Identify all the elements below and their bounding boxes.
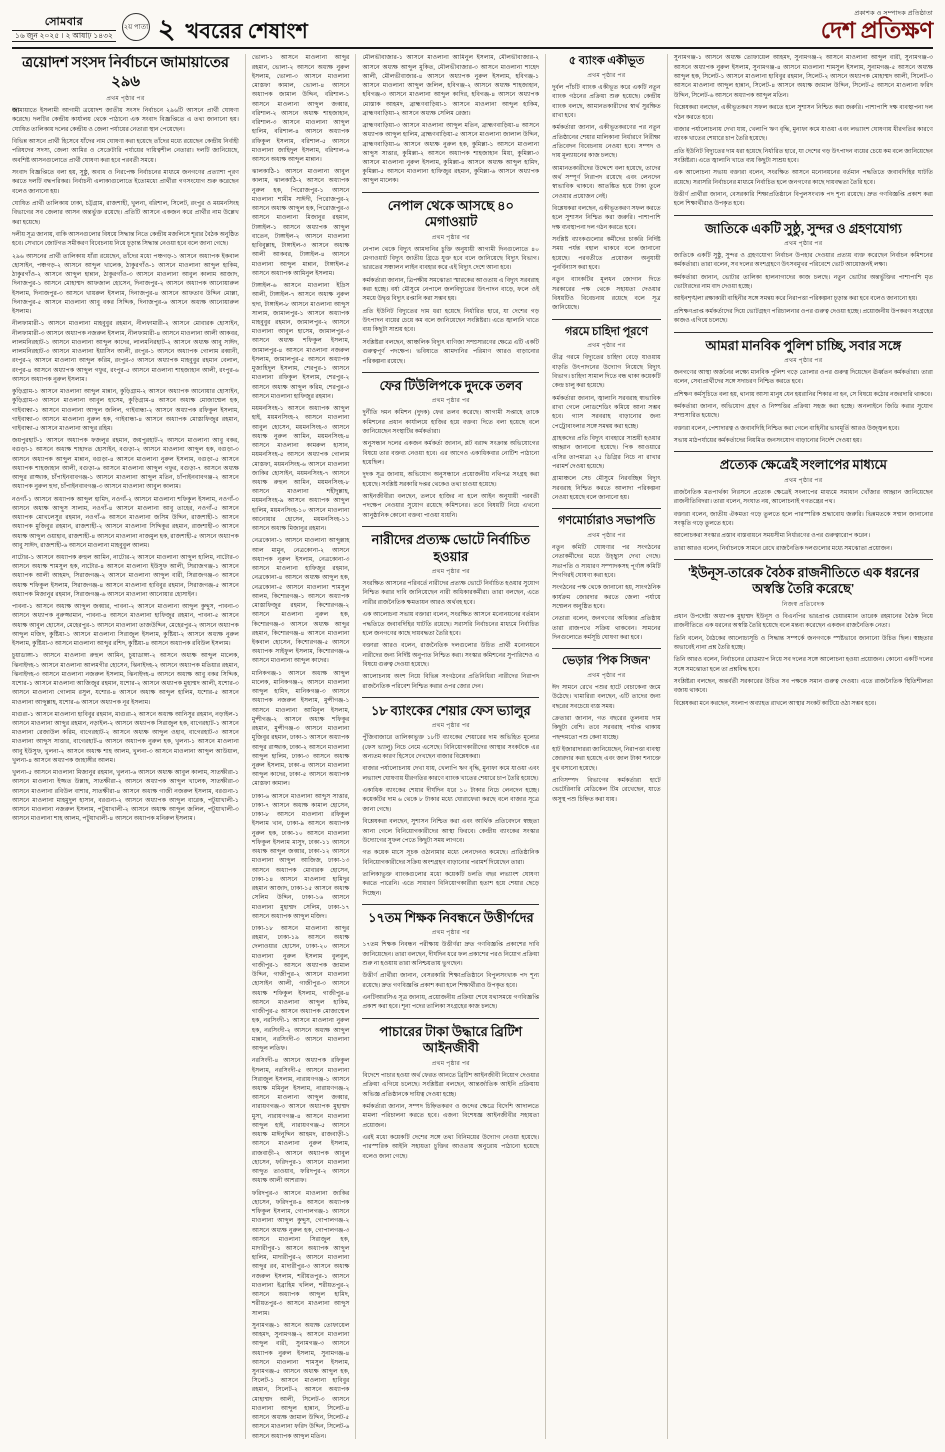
byline-bank18: প্রথম পৃষ্ঠার পর: [431, 722, 470, 730]
headline-sabhapati: গণমোর্চারাও সভাপতি: [557, 514, 656, 528]
headline-heat: গরমে চাহিদা পূরণে: [564, 324, 648, 338]
article-paragraph: সভায় মাঠপর্যায়ের কর্মকর্তাদের নিয়মিত জনসংযোগ বাড়ানোর নির্দেশ দেওয়া হয়।: [673, 438, 862, 445]
section-divider: [362, 192, 539, 193]
article-paragraph: আলোচকরা সংস্কার প্রস্তাব বাস্তবায়নে সময়সীমা নির্ধারণের ওপর গুরুত্বারোপ করেন।: [673, 533, 871, 540]
article-paragraph: বিশ্লেষকরা বলছেন, একীভূতকরণ সফল করতে হলে সুশাসন নিশ্চিত করা জরুরি। পাশাপাশি দক্ষ ব্যবস্থাপনা দল গঠন করতে হবে।: [552, 206, 661, 231]
article-paragraph: তালিকাভুক্ত ব্যাংকগুলোর মধ্যে কয়েকটি চলতি বছর লভ্যাংশ ঘোষণা করতে পারেনি। এতে সাধারণ বিনিয়োগকারীরা হতাশ হয়ে শেয়ার ছেড়ে দিচ্ছেন।: [362, 871, 540, 897]
candidate-list: পাবনা-১ আসনে অধ্যক্ষ আব্দুল জব্বার, পাবনা-২ আসনে মাওলানা আব্দুল কুদ্দুস, পাবনা-৩ আসনে অধ্যাপক নুরুজ্জামান, পাবনা-৪ আসনে মাওলানা হাফিজুর রহমান, পাবনা-৫ আসনে অধ্যক্ষ আবুল হোসেন, মেহেরপুর-১ আসনে মাওলানা তাজউদ্দিন, মেহেরপুর-২ আসনে অধ্যাপক আব্দুল মজিদ, কুষ্টিয়া-১ আসনে মাওলানা সিরাজুল ইসলাম, কুষ্টিয়া-২ আসনে অধ্যক্ষ নুরুল ইসলাম, কুষ্টিয়া-৩ আসনে মাওলানা আব্দুর রশিদ, কুষ্টিয়া-৪ আসনে অধ্যাপক রবিউল ইসলাম।: [12, 604, 239, 648]
date-label: ১৬ জুন ২০২৫ । ২ আষাঢ় ১৪৩২: [12, 30, 116, 43]
page-number: ২: [157, 14, 176, 45]
headline-bank18: ১৮ ব্যাংকের শেয়ার ফেস ভ্যালুর: [370, 702, 531, 718]
section-divider: [674, 332, 933, 333]
headline-british: পাচারের টাকা উদ্ধারে ব্রিটিশ আইনজীবী: [379, 1023, 523, 1056]
column-1: [12, 54, 246, 1439]
column-2: [246, 54, 357, 1439]
candidate-list: জয়পুরহাট-১ আসনে অধ্যাপক ফজলুর রহমান, জয়পুরহাট-২ আসনে মাওলানা আবু বকর, বগুড়া-১ আসনে অধ্যক্ষ শাহাদত হোসাইন, বগুড়া-২ আসনে মাওলানা আব্দুল হক, বগুড়া-৩ আসনে অধ্যাপক আব্দুল মান্নান, বগুড়া-৪ আসনে মাওলানা নুরুল ইসলাম, বগুড়া-৫ আসনে অধ্যাপক শাহজাহান আলী, বগুড়া-৬ আসনে মাওলানা আব্দুল গফুর, বগুড়া-৭ আসনে অধ্যক্ষ আব্দুর রাজ্জাক, চাঁপাইনবাবগঞ্জ-১ আসনে মাওলানা আব্দুল মতিন, চাঁপাইনবাবগঞ্জ-২ আসনে অধ্যাপক নুরুল হুদা, চাঁপাইনবাবগঞ্জ-৩ আসনে মাওলানা আবুল কালাম।: [12, 438, 239, 491]
candidate-list: ঢাকা-১৮ আসনে মাওলানা আব্দুর রহমান, ঢাকা-১৯ আসনে অধ্যক্ষ দেলাওয়ার হোসেন, ঢাকা-২০ আসনে মাওলানা নুরুল ইসলাম বুলবুল, গাজীপুর-১ আসনে অধ্যাপক জামাল উদ্দিন, গাজীপুর-২ আসনে মাওলানা হোসাইন আলী, গাজীপুর-৩ আসনে অধ্যক্ষ শফিকুল ইসলাম, গাজীপুর-৪ আসনে মাওলানা আব্দুল হাকিম, গাজীপুর-৫ আসনে অধ্যাপক মোজাম্মেল হক, নরসিংদী-১ আসনে মাওলানা নুরুল হক, নরসিংদী-২ আসনে অধ্যক্ষ আব্দুল মান্নান, নরসিংদী-৩ আসনে মাওলানা আব্দুল লতিফ।: [251, 926, 350, 1053]
candidate-list: চুয়াডাঙ্গা-১ আসনে মাওলানা রুহুল আমিন, চুয়াডাঙ্গা-২ আসনে অধ্যক্ষ আব্দুল মালেক, ঝিনাইদহ-১ আসনে মাওলানা আলমগীর হোসেন, ঝিনাইদহ-২ আসনে অধ্যাপক মতিয়ার রহমান, ঝিনাইদহ-৩ আসনে মাওলানা নজরুল ইসলাম, ঝিনাইদহ-৪ আসনে অধ্যক্ষ আবু বকর সিদ্দিক, যশোর-১ আসনে মাওলানা আজিজুর রহমান, যশোর-২ আসনে অধ্যাপক মুহাম্মদ আলী, যশোর-৩ আসনে মাওলানা গোলাম রসুল, যশোর-৪ আসনে অধ্যক্ষ আব্দুল হালিম, যশোর-৫ আসনে মাওলানা আব্দুল্লাহ, যশোর-৬ আসনে অধ্যাপক নূর ইসলাম।: [12, 653, 239, 706]
byline-heat: প্রথম পৃষ্ঠার পর: [587, 342, 626, 350]
article-paragraph: বিভিন্ন আসনে প্রার্থী হিসেবে যাঁদের নাম ঘোষণা করা হয়েছে তাঁদের মধ্যে রয়েছেন কেন্দ্রীয় নির্বাহী পরিষদের সদস্য, জেলা আমির ও সেক্রেটারি পর্যায়ের দায়িত্বশীল নেতারা। দলটি জানিয়েছে, অবশিষ্ট আসনগুলোতে প্রার্থী ঘোষণা করা হবে পরবর্তী সময়ে।: [12, 138, 239, 164]
article-paragraph: দলীয় সূত্র জানায়, বাকি আসনগুলোর বিষয়ে সিদ্ধান্ত নিতে কেন্দ্রীয় মজলিসে শূরার বৈঠক অনুষ্ঠিত হবে। সেখানে জোটগত সমীকরণ বিবেচনায় নিয়ে চূড়ান্ত সিদ্ধান্ত নেওয়া হবে বলে জানা গেছে।: [12, 232, 239, 248]
weekday-label: সোমবার: [44, 16, 84, 29]
section-divider: [552, 508, 661, 509]
candidate-list: ময়মনসিংহ-১ আসনে অধ্যাপক আব্দুল হাই, ময়মনসিংহ-২ আসনে মাওলানা আবুল হোসেন, ময়মনসিংহ-৩ আসনে অধ্যক্ষ নুরুল আমিন, ময়মনসিংহ-৪ আসনে মাওলানা কামরুল হাসান, ময়মনসিংহ-৫ আসনে অধ্যাপক গোলাম মোস্তফা, ময়মনসিংহ-৬ আসনে মাওলানা জাকির হোসাইন, ময়মনসিংহ-৭ আসনে অধ্যক্ষ রুহুল আমিন, ময়মনসিংহ-৮ আসনে মাওলানা শহীদুল্লাহ, ময়মনসিংহ-৯ আসনে অধ্যাপক আব্দুল হালিম, ময়মনসিংহ-১০ আসনে মাওলানা আনোয়ার হোসেন, ময়মনসিংহ-১১ আসনে অধ্যক্ষ মিজানুর রহমান।: [251, 406, 350, 533]
candidate-list: ব্রাহ্মণবাড়িয়া-৩ আসনে মাওলানা আব্দুল মতিন, ব্রাহ্মণবাড়িয়া-৪ আসনে অধ্যাপক আব্দুল হালিম, ব্রাহ্মণবাড়িয়া-৫ আসনে মাওলানা জালাল উদ্দিন, ব্রাহ্মণবাড়িয়া-৬ আসনে অধ্যক্ষ নুরুল হক, কুমিল্লা-১ আসনে মাওলানা আব্দুস সাত্তার, কুমিল্লা-২ আসনে অধ্যাপক শাহজাহান মিয়া, কুমিল্লা-৩ আসনে মাওলানা নুরুল ইসলাম, কুমিল্লা-৪ আসনে অধ্যক্ষ আব্দুল হামিদ, কুমিল্লা-৫ আসনে মাওলানা হাফিজুর রহমান, কুমিল্লা-৬ আসনে অধ্যাপক আব্দুল মালেক।: [362, 123, 540, 185]
page-seal-icon: ২য় পাতা: [122, 13, 150, 41]
column-container: [12, 54, 933, 1439]
article-paragraph: কর্মকর্তারা জানান, সম্পদ চিহ্নিতকরণ ও জব্দের ক্ষেত্রে বিদেশি আদালতে মামলা পরিচালনা করতে হবে। এজন্য বিশেষজ্ঞ আইনজীবীর সহায়তা প্রয়োজন।: [362, 1103, 540, 1129]
article-paragraph: দুর্নীতি দমন কমিশন (দুদক) ফের তলব করেছে। আগামী সপ্তাহে তাকে কমিশনের প্রধান কার্যালয়ে হাজির হয়ে বক্তব্য দিতে বলা হয়েছে বলে জানিয়েছেন সংস্থাটির কর্মকর্তারা।: [362, 410, 540, 436]
article-paragraph: পুঁজিবাজারে তালিকাভুক্ত ১৮টি ব্যাংকের শেয়ারের দাম অভিহিত মূল্যের (ফেস ভ্যালু) নিচে নেমে এসেছে। বিনিয়োগকারীদের আস্থার সংকটকে এর অন্যতম কারণ হিসেবে দেখছেন বাজার বিশ্লেষকরা।: [362, 735, 540, 761]
article-paragraph: ঈদ সামনে রেখে পশুর হাটে বেচাকেনা জমে উঠেছে। খামারিরা বলছেন, এটি তাদের জন্য বছরের সবচেয়ে ব্যস্ত সময়।: [552, 684, 661, 710]
article-paragraph: তিনি বলেন, বৈঠকের আলোচ্যসূচি ও সিদ্ধান্ত সম্পর্কে জনগণকে স্পষ্টভাবে জানানো উচিত ছিল। স্বচ্ছতার অভাবেই নানা প্রশ্ন তৈরি হচ্ছে।: [673, 635, 933, 651]
candidate-list: মাগুরা-১ আসনে মাওলানা হাবিবুর রহমান, মাগুরা-২ আসনে অধ্যক্ষ আনিসুর রহমান, নড়াইল-১ আসনে মাওলানা আব্দুর রহমান, নড়াইল-২ আসনে অধ্যাপক সিরাজুল হক, বাগেরহাট-১ আসনে মাওলানা রেজাউল করিম, বাগেরহাট-২ আসনে অধ্যক্ষ আব্দুল ওহাব, বাগেরহাট-৩ আসনে মাওলানা আব্দুস সাত্তার, বাগেরহাট-৪ আসনে অধ্যাপক নুরুল হক, খুলনা-১ আসনে মাওলানা আবু ইউসুফ, খুলনা-২ আসনে অধ্যক্ষ শাহ আলম, খুলনা-৩ আসনে মাওলানা আব্দুল আউয়াল, খুলনা-৪ আসনে অধ্যাপক জাহাঙ্গীর আলম।: [12, 711, 239, 764]
section-divider: [362, 372, 539, 373]
article-paragraph: এরই মধ্যে কয়েকটি দেশের সঙ্গে তথ্য বিনিময়ের উদ্যোগ নেওয়া হয়েছে। পারস্পরিক আইনি সহায়তা চুক্তির আওতায় অনুরোধ পাঠানো হয়েছে বলেও জানা গেছে।: [362, 1134, 540, 1160]
article-paragraph: গ্রামাঞ্চলে সেচ মৌসুমে নিরবচ্ছিন্ন বিদ্যুৎ সরবরাহ নিশ্চিত করতে আলাদা পরিকল্পনা নেওয়া হয়েছে বলে জানানো হয়।: [552, 476, 661, 502]
article-paragraph: নতুন কমিটি ঘোষণার পর সংগঠনের নেতাকর্মীদের মধ্যে উচ্ছ্বাস দেখা গেছে। সভাপতি ও সাধারণ সম্পাদকসহ পূর্ণাঙ্গ কমিটি শিগগিরই ঘোষণা করা হবে।: [552, 544, 661, 579]
column-5: [668, 54, 933, 1439]
candidate-list: সুনামগঞ্জ-১ আসনে অধ্যক্ষ তোফায়েল আহমদ, সুনামগঞ্জ-২ আসনে মাওলানা আব্দুল বারী, সুনামগঞ্জ-৩ আসনে অধ্যাপক নুরুল ইসলাম, সুনামগঞ্জ-৪ আসনে মাওলানা শামসুল ইসলাম, সুনামগঞ্জ-৫ আসনে অধ্যক্ষ আব্দুল হক, সিলেট-১ আসনে মাওলানা হাবিবুর রহমান, সিলেট-২ আসনে অধ্যাপক মোহাম্মদ আলী, সিলেট-৩ আসনে মাওলানা আব্দুল হান্নান, সিলেট-৪ আসনে অধ্যক্ষ জামাল উদ্দিন, সিলেট-৫ আসনে মাওলানা ফরিদ উদ্দিন, সিলেট-৬ আসনে অধ্যাপক আব্দুল মতিন।: [251, 1322, 350, 1440]
masthead-kicker: প্রকাশক ও সম্পাদক প্রতিষ্ঠাতা: [854, 10, 933, 17]
section-divider: [362, 904, 539, 905]
dateline-block: [12, 16, 116, 43]
article-paragraph: প্রতি ইউনিট বিদ্যুতের দাম ধরা হয়েছে নির্ধারিত হারে, যা দেশের গড় উৎপাদন ব্যয়ের চেয়ে কম বলে জানিয়েছেন সংশ্লিষ্টরা। এতে জ্বালানি খাতে ব্যয় কিছুটা সাশ্রয় হবে।: [362, 308, 540, 334]
article-paragraph: সংশ্লিষ্টরা বলছেন, আঞ্চলিক বিদ্যুৎ বাণিজ্য সম্প্রসারণের ক্ষেত্রে এটি একটি গুরুত্বপূর্ণ পদক্ষেপ। ভবিষ্যতে আমদানির পরিমাণ আরও বাড়ানোর পরিকল্পনা রয়েছে।: [362, 339, 540, 365]
article-paragraph: এক আলোচনা সভায় বক্তারা বলেন, সংরক্ষিত আসনে মনোনয়নের বর্তমান পদ্ধতিতে জবাবদিহির ঘাটতি রয়েছে। সরাসরি নির্বাচনের মাধ্যমে নির্বাচিত হলে জনগণের কাছে দায়বদ্ধতা তৈরি হবে।: [362, 612, 540, 637]
article-paragraph: ক্রেতারা জানান, গত বছরের তুলনায় দাম কিছুটা বেশি। তবে সরবরাহ পর্যাপ্ত থাকায় পছন্দমতো পশু কেনা যাচ্ছে।: [552, 715, 661, 741]
article-paragraph: বাজার পর্যালোচনায় দেখা যায়, খেলাপি ঋণ বৃদ্ধি, মুনাফা কমে যাওয়া এবং লভ্যাংশ ঘোষণায় ধীরগতির কারণে ব্যাংক খাতের শেয়ারে চাপ তৈরি হয়েছে।: [362, 766, 540, 782]
headline-quote: 'ইউনূস-তারেক বৈঠক রাজনীতিতে এক ধরনের অস্বস্তি তৈরি করেছে': [687, 564, 920, 597]
article-paragraph: নতুন ব্যাংকটির মূলধন জোগান দিতে সরকারের পক্ষ থেকে সহায়তা দেওয়ার বিষয়টিও বিবেচনায় রয়েছে বলে সূত্র জানিয়েছে।: [552, 277, 661, 312]
article-paragraph: একাধিক ব্যাংকের শেয়ার দীর্ঘদিন ধরে ১০ টাকার নিচে লেনদেন হচ্ছে। কয়েকটির দাম ৬ থেকে ৮ টাকার মধ্যে ঘোরাফেরা করছে বলে বাজার সূত্রে জানা গেছে।: [362, 788, 540, 813]
section-divider: [362, 1018, 539, 1019]
section-title: খবরের শেষাংশ: [185, 19, 308, 44]
byline-jamaat: প্রথম পৃষ্ঠার পর: [106, 94, 145, 102]
article-paragraph: নেপাল থেকে বিদ্যুৎ আমদানির চুক্তি অনুযায়ী আগামী দিনগুলোতে ৪০ মেগাওয়াট বিদ্যুৎ জাতীয় গ্রিডে যুক্ত হবে বলে জানিয়েছে বিদ্যুৎ বিভাগ। ভারতের সঞ্চালন লাইন ব্যবহার করে এই বিদ্যুৎ দেশে আনা হবে।: [362, 246, 540, 272]
article-paragraph: সুনামগঞ্জ-১ আসনে অধ্যক্ষ তোফায়েল আহমদ, সুনামগঞ্জ-২ আসনে মাওলানা আব্দুল বারী, সুনামগঞ্জ-৩ আসনে অধ্যাপক নুরুল ইসলাম, সুনামগঞ্জ-৪ আসনে মাওলানা শামসুল ইসলাম, সুনামগঞ্জ-৫ আসনে অধ্যক্ষ আব্দুল হক, সিলেট-১ আসনে মাওলানা হাবিবুর রহমান, সিলেট-২ আসনে অধ্যাপক মোহাম্মদ আলী, সিলেট-৩ আসনে মাওলানা আব্দুল হান্নান, সিলেট-৪ আসনে অধ্যক্ষ জামাল উদ্দিন, সিলেট-৫ আসনে মাওলানা ফরিদ উদ্দিন, সিলেট-৬ আসনে অধ্যাপক আব্দুল মতিন।: [673, 55, 933, 99]
section-divider: [362, 697, 539, 698]
article-paragraph: আইনশৃঙ্খলা রক্ষাকারী বাহিনীর সঙ্গে সমন্বয় করে নিরাপত্তা পরিকল্পনা চূড়ান্ত করা হবে বলেও জানানো হয়।: [673, 296, 918, 303]
byline-jatike: প্রথম পৃষ্ঠার পর: [784, 240, 823, 248]
article-paragraph: ১৭তম শিক্ষক নিবন্ধন পরীক্ষায় উত্তীর্ণরা দ্রুত গণবিজ্ঞপ্তি প্রকাশের দাবি জানিয়েছেন। তারা বলছেন, দীর্ঘদিন ধরে ফল প্রকাশের পরও নিয়োগ প্রক্রিয়া শুরু না হওয়ায় তারা অনিশ্চয়তায় ভুগছেন।: [362, 942, 540, 968]
article-paragraph: তিনি আরও বলেন, নির্বাচনের রোডম্যাপ নিয়ে সব দলের সঙ্গে আলোচনা হওয়া প্রয়োজন। কোনো একটি দলের সঙ্গে সমঝোতা হলে তা প্রশ্নবিদ্ধ হবে।: [673, 657, 933, 673]
headline-merged-banks: ৫ ব্যাংক একীভূত: [568, 54, 645, 68]
article-paragraph: বক্তারা আরও বলেন, রাজনৈতিক দলগুলোর উচিত প্রার্থী মনোনয়নে নারীদের জন্য নির্দিষ্ট অনুপাত নিশ্চিত করা। সংস্কার কমিশনের সুপারিশেও এ বিষয়ে গুরুত্ব দেওয়া হয়েছে।: [362, 643, 540, 668]
article-paragraph: বিশ্লেষকরা বলছেন, সুশাসন নিশ্চিত করা এবং আর্থিক প্রতিবেদনে স্বচ্ছতা আনা গেলে বিনিয়োগকারীদের আস্থা ফিরবে। কেন্দ্রীয় ব্যাংকের সংস্কার উদ্যোগের সুফল পেতে কিছুটা সময় লাগবে।: [362, 819, 540, 844]
candidate-list: ভোলা-১ আসনে মাওলানা আব্দুর রহমান, ভোলা-২ আসনে অধ্যক্ষ নুরুল ইসলাম, ভোলা-৩ আসনে মাওলানা মোস্তফা কামাল, ভোলা-৪ আসনে অধ্যাপক জামাল উদ্দিন, বরিশাল-১ আসনে মাওলানা আব্দুল জব্বার, বরিশাল-২ আসনে অধ্যক্ষ শাহজাহান, বরিশাল-৩ আসনে মাওলানা আব্দুল হালিম, বরিশাল-৪ আসনে অধ্যাপক রফিকুল ইসলাম, বরিশাল-৫ আসনে মাওলানা জাহিদুল ইসলাম, বরিশাল-৬ আসনে অধ্যক্ষ আব্দুল মান্নান।: [251, 55, 350, 164]
headline-nepal: নেপাল থেকে আসছে ৪০ মেগাওয়াট: [387, 197, 514, 230]
article-paragraph: সংরক্ষিত আসনের পরিবর্তে নারীদের প্রত্যক্ষ ভোটে নির্বাচিত হওয়ার সুযোগ নিশ্চিত করার দাবি জানিয়েছেন নারী অধিকারকর্মীরা। তারা বলছেন, এতে নারীর রাজনৈতিক ক্ষমতায়ন আরও অর্থবহ হবে।: [362, 581, 540, 606]
candidate-list: ফরিদপুর-৩ আসনে মাওলানা জাকির হোসেন, ফরিদপুর-৪ আসনে অধ্যাপক শফিকুল ইসলাম, গোপালগঞ্জ-১ আসনে মাওলানা আব্দুল কুদ্দুস, গোপালগঞ্জ-২ আসনে অধ্যক্ষ নুরুল হক, গোপালগঞ্জ-৩ আসনে মাওলানা সিরাজুল হক, মাদারীপুর-১ আসনে অধ্যাপক আব্দুল হালিম, মাদারীপুর-২ আসনে মাওলানা আব্দুর রব, মাদারীপুর-৩ আসনে অধ্যক্ষ নজরুল ইসলাম, শরীয়তপুর-১ আসনে মাওলানা ইব্রাহিম খলিল, শরীয়তপুর-২ আসনে অধ্যাপক আব্দুল হামিদ, শরীয়তপুর-৩ আসনে মাওলানা আব্দুস সালাম।: [251, 1190, 350, 1317]
article-paragraph: বক্তারা বলেন, জাতীয় ঐকমত্য গড়ে তুলতে হলে পারস্পরিক শ্রদ্ধাবোধ জরুরি। ভিন্নমতকে সম্মান জানানোর সংস্কৃতি গড়ে তুলতে হবে।: [673, 511, 933, 527]
byline-dialogue: প্রথম পৃষ্ঠার পর: [784, 476, 823, 484]
article-paragraph: সংগঠনের পক্ষ থেকে জানানো হয়, সাংগঠনিক কার্যক্রম জোরদার করতে জেলা পর্যায়ে সম্মেলন অনুষ্ঠিত হবে।: [552, 585, 661, 611]
article-paragraph: সংবাদ বিজ্ঞপ্তিতে বলা হয়, সুষ্ঠু, অবাধ ও নিরপেক্ষ নির্বাচনের মাধ্যমে জনগণের প্রত্যাশা পূরণ করতে দলটি বদ্ধপরিকর। নির্বাচনী এলাকাগুলোতে ইতোমধ্যে প্রার্থীরা গণসংযোগ শুরু করেছেন বলেও জানানো হয়।: [12, 170, 239, 195]
byline-british: প্রথম পৃষ্ঠার পর: [431, 1059, 470, 1067]
byline-quote: নিজস্ব প্রতিবেদক: [782, 600, 825, 608]
newspaper-logo: দেশ প্রতিক্ষণ: [820, 18, 933, 44]
section-divider: [674, 451, 933, 452]
article-paragraph: জনগণের আস্থা অর্জনের লক্ষ্যে মানবিক পুলিশ গড়ে তোলার ওপর গুরুত্ব দিয়েছেন ঊর্ধ্বতন কর্মকর্তারা। তারা বলেন, সেবাপ্রার্থীদের সঙ্গে সদাচরণ নিশ্চিত করতে হবে।: [673, 370, 933, 386]
article-paragraph: কর্মকর্তারা জানান, অভিযোগ গ্রহণ ও নিষ্পত্তির প্রক্রিয়া সহজ করা হচ্ছে। অনলাইনে জিডি করার সুযোগ সম্প্রসারিত হয়েছে।: [673, 404, 933, 420]
article-paragraph: এনটিআরসিএ সূত্র জানায়, প্রয়োজনীয় প্রক্রিয়া শেষে যথাসময়ে গণবিজ্ঞপ্তি প্রকাশ করা হবে। শূন্য পদের তালিকা সংগ্রহের কাজ চলছে।: [362, 995, 540, 1011]
article-paragraph: তীব্র গরমে বিদ্যুতের চাহিদা বেড়ে যাওয়ায় বাড়তি উৎপাদনের উদ্যোগ নিয়েছে বিদ্যুৎ বিভাগ। চাহিদা সামাল দিতে বন্ধ থাকা কয়েকটি কেন্দ্র চালু করা হয়েছে।: [552, 355, 661, 390]
candidate-list: নাটোর-১ আসনে অধ্যাপক রুহুল আমিন, নাটোর-২ আসনে মাওলানা আব্দুল হালিম, নাটোর-৩ আসনে অধ্যক্ষ শামসুল হক, নাটোর-৪ আসনে মাওলানা ইউসুফ আলী, সিরাজগঞ্জ-১ আসনে অধ্যাপক আলী আহমদ, সিরাজগঞ্জ-২ আসনে মাওলানা আব্দুল বারী, সিরাজগঞ্জ-৩ আসনে অধ্যক্ষ শফিকুল ইসলাম, সিরাজগঞ্জ-৪ আসনে মাওলানা হাবিবুর রহমান, সিরাজগঞ্জ-৫ আসনে অধ্যাপক মিজানুর রহমান, সিরাজগঞ্জ-৬ আসনে মাওলানা আনোয়ার হোসাইন।: [12, 555, 239, 598]
headline-peak-season: ভেড়ার 'পিক সিজন': [562, 654, 651, 668]
byline-nepal: প্রথম পৃষ্ঠার পর: [431, 233, 470, 241]
article-paragraph: আইনজীবীরা বলছেন, তলবে হাজির না হলে আইন অনুযায়ী পরবর্তী পদক্ষেপ নেওয়ার সুযোগ রয়েছে কমিশনের। তবে বিষয়টি নিয়ে এখনো আনুষ্ঠানিক কোনো বক্তব্য পাওয়া যায়নি।: [362, 494, 540, 519]
section-divider: [552, 648, 661, 649]
article-paragraph: প্রশিক্ষণপ্রাপ্ত কর্মকর্তাদের দিয়ে ভোটগ্রহণ পরিচালনার ওপর গুরুত্ব দেওয়া হচ্ছে। প্রয়োজনীয় উপকরণ সংগ্রহের কাজও এগিয়ে চলেছে।: [673, 308, 933, 325]
article-paragraph: বিশ্লেষকরা মনে করছেন, সংলাপ অব্যাহত রাখলে আস্থার সংকট কাটিয়ে ওঠা সম্ভব হবে।: [673, 700, 877, 707]
article-paragraph: গ্রাহকদের প্রতি বিদ্যুৎ ব্যবহারে সাশ্রয়ী হওয়ার আহ্বান জানানো হয়েছে। পিক আওয়ারে এসির তাপমাত্রা ২৫ ডিগ্রির নিচে না রাখার পরামর্শ দেওয়া হয়েছে।: [552, 436, 661, 471]
section-divider: [674, 215, 933, 216]
byline-merged-banks: প্রথম পৃষ্ঠার পর: [587, 71, 626, 79]
article-paragraph: নেতারা বলেন, জনগণের অধিকার প্রতিষ্ঠায় তারা রাজপথে সক্রিয় থাকবেন। সামনের দিনগুলোতে কর্মসূচি ঘোষণা করা হবে।: [552, 616, 661, 642]
candidate-list: ২৯৬ আসনের প্রার্থী তালিকায় যাঁরা রয়েছেন, তাঁদের মধ্যে পঞ্চগড়-১ আসনে অধ্যাপক ইকবাল হোসাইন, পঞ্চগড়-২ আসনে আব্দুল খালেক, ঠাকুরগাঁও-১ আসনে মাওলানা আব্দুল হাকিম, ঠাকুরগাঁও-২ আসনে আব্দুল হান্নান, ঠাকুরগাঁও-৩ আসনে মাওলানা আবুল কালাম আজাদ, দিনাজপুর-১ আসনে মোহাম্মদ আফজাল হোসেন, দিনাজপুর-২ আসনে অধ্যাপক আনোয়ারুল ইসলাম, দিনাজপুর-৩ আসনে খায়রুল ইসলাম, দিনাজপুর-৪ আসনে আফতাব উদ্দিন মোল্লা, দিনাজপুর-৫ আসনে মাওলানা আবু বকর সিদ্দিক, দিনাজপুর-৬ আসনে অধ্যক্ষ আনোয়ারুল ইসলাম।: [12, 253, 239, 316]
article-paragraph: কর্মকর্তারা জানান, ত্রিপক্ষীয় সমঝোতা স্মারকের আওতায় এ বিদ্যুৎ সরবরাহ করা হচ্ছে। বর্ষা মৌসুমে নেপালে জলবিদ্যুতের উৎপাদন বাড়ে, ফলে ওই সময়ে উদ্বৃত্ত বিদ্যুৎ রপ্তানি করা সম্ভব হয়।: [362, 277, 540, 303]
candidate-list: ঝালকাঠি-১ আসনে মাওলানা আবুল কালাম, ঝালকাঠি-২ আসনে অধ্যাপক নুরুল হক, পিরোজপুর-১ আসনে মাওলানা শামীম সাঈদী, পিরোজপুর-২ আসনে অধ্যক্ষ আব্দুল হক, পিরোজপুর-৩ আসনে মাওলানা মিজানুর রহমান, টাঙ্গাইল-১ আসনে অধ্যাপক আব্দুল বাতেন, টাঙ্গাইল-২ আসনে মাওলানা হাবিবুল্লাহ, টাঙ্গাইল-৩ আসনে অধ্যক্ষ আলী আকবর, টাঙ্গাইল-৪ আসনে মাওলানা আব্দুল মান্নান, টাঙ্গাইল-৫ আসনে অধ্যাপক আমিনুল ইসলাম।: [251, 169, 350, 277]
candidate-list: মৌলভীবাজার-১ আসনে মাওলানা আমিনুল ইসলাম, মৌলভীবাজার-২ আসনে অধ্যক্ষ আব্দুল মুকিত, মৌলভীবাজার-৩ আসনে মাওলানা শাহেদ আলী, মৌলভীবাজার-৪ আসনে অধ্যাপক নুরুল ইসলাম, হবিগঞ্জ-১ আসনে মাওলানা আব্দুল জলিল, হবিগঞ্জ-২ আসনে অধ্যক্ষ শাহজাহান, হবিগঞ্জ-৩ আসনে মাওলানা আব্দুল কাদির, হবিগঞ্জ-৪ আসনে অধ্যাপক মোস্তাক আহমদ, ব্রাহ্মণবাড়িয়া-১ আসনে মাওলানা আব্দুল হাকিম, ব্রাহ্মণবাড়িয়া-২ আসনে অধ্যক্ষ সেলিম রেজা।: [362, 55, 540, 117]
byline-teacher: প্রথম পৃষ্ঠার পর: [431, 929, 470, 937]
article-paragraph: কর্মকর্তারা জানান, জ্বালানি সরবরাহ স্বাভাবিক রাখা গেলে লোডশেডিং কমিয়ে আনা সম্ভব হবে। গ্যাস সরবরাহ বাড়ানোর জন্য পেট্রোবাংলার সঙ্গে সমন্বয় করা হচ্ছে।: [552, 395, 661, 430]
byline-sabhapati: প্রথম পৃষ্ঠার পর: [587, 531, 626, 539]
headline-dialogue: প্রত্যেক ক্ষেত্রেই সংলাপের মাধ্যমে: [719, 457, 887, 473]
article-paragraph: তারা আরও বলেন, নির্বাচনকে সামনে রেখে রাজনৈতিক দলগুলোর মধ্যে সমঝোতা প্রয়োজন।: [673, 545, 893, 552]
article-paragraph: বিদেশে পাচার হওয়া অর্থ ফেরত আনতে ব্রিটিশ আইনজীবী নিয়োগ দেওয়ার প্রক্রিয়া এগিয়ে চলেছে। সংশ্লিষ্টরা বলছেন, আন্তর্জাতিক আইনি প্রক্রিয়ায় অভিজ্ঞ প্রতিষ্ঠানকে দায়িত্ব দেওয়া হচ্ছে।: [362, 1072, 540, 1098]
candidate-list: খুলনা-৫ আসনে মাওলানা মিজানুর রহমান, খুলনা-৬ আসনে অধ্যক্ষ আবুল কালাম, সাতক্ষীরা-১ আসনে মাওলানা ইজ্জত উল্লাহ, সাতক্ষীরা-২ আসনে অধ্যাপক আব্দুল খালেক, সাতক্ষীরা-৩ আসনে মাওলানা রবিউল বাশার, সাতক্ষীরা-৪ আসনে অধ্যক্ষ গাজী নজরুল ইসলাম, বরগুনা-১ আসনে মাওলানা মাহমুদুল হাসান, বরগুনা-২ আসনে অধ্যাপক আব্দুল বারেক, পটুয়াখালী-১ আসনে মাওলানা নজরুল ইসলাম, পটুয়াখালী-২ আসনে অধ্যক্ষ আব্দুল জলিল, পটুয়াখালী-৩ আসনে মাওলানা শাহ আলম, পটুয়াখালী-৪ আসনে অধ্যাপক মনিরুল ইসলাম।: [12, 770, 239, 823]
article-paragraph: উত্তীর্ণ প্রার্থীরা জানান, বেসরকারি শিক্ষাপ্রতিষ্ঠানে বিপুলসংখ্যক পদ শূন্য রয়েছে। দ্রুত গণবিজ্ঞপ্তি প্রকাশ করা হলে শিক্ষার্থীরাও উপকৃত হবে।: [673, 191, 933, 208]
headline-women: নারীদের প্রত্যক্ষ ভোটে নির্বাচিত হওয়ার: [371, 532, 530, 564]
article-paragraph: বাজার পর্যালোচনায় দেখা যায়, খেলাপি ঋণ বৃদ্ধি, মুনাফা কমে যাওয়া এবং লভ্যাংশ ঘোষণায় ধীরগতির কারণে ব্যাংক খাতের শেয়ারে চাপ তৈরি হয়েছে।: [673, 126, 933, 143]
candidate-list: টাঙ্গাইল-৬ আসনে মাওলানা ইদ্রিস আলী, টাঙ্গাইল-৭ আসনে অধ্যক্ষ নুরুল হুদা, টাঙ্গাইল-৮ আসনে মাওলানা আব্দুস সালাম, জামালপুর-১ আসনে অধ্যাপক মাহবুবুর রহমান, জামালপুর-২ আসনে মাওলানা আবুল হাসেম, জামালপুর-৩ আসনে অধ্যক্ষ শফিকুল ইসলাম, জামালপুর-৪ আসনে মাওলানা নজরুল ইসলাম, জামালপুর-৫ আসনে অধ্যাপক মুজাহিদুল ইসলাম, শেরপুর-১ আসনে মাওলানা রফিকুল ইসলাম, শেরপুর-২ আসনে অধ্যক্ষ আব্দুল করিম, শেরপুর-৩ আসনে মাওলানা হাফিজুর রহমান।: [251, 283, 350, 400]
column-4: [546, 54, 668, 1439]
article-paragraph: এক আলোচনা সভায় বক্তারা বলেন, সংরক্ষিত আসনে মনোনয়নের বর্তমান পদ্ধতিতে জবাবদিহির ঘাটতি রয়েছে। সরাসরি নির্বাচনের মাধ্যমে নির্বাচিত হলে জনগণের কাছে দায়বদ্ধতা তৈরি হবে।: [673, 170, 933, 186]
article-paragraph: উত্তীর্ণ প্রার্থীরা জানান, বেসরকারি শিক্ষাপ্রতিষ্ঠানে বিপুলসংখ্যক পদ শূন্য রয়েছে। দ্রুত গণবিজ্ঞপ্তি প্রকাশ করা হলে শিক্ষার্থীরাও উপকৃত হবে।: [362, 973, 540, 989]
byline-peak-season: প্রথম পৃষ্ঠার পর: [587, 671, 626, 679]
section-divider: [674, 559, 933, 560]
candidate-list: কুড়িগ্রাম-১ আসনে মাওলানা আব্দুল মান্নান, কুড়িগ্রাম-২ আসনে অধ্যাপক আনোয়ার হোসাইন, কুড়িগ্রাম-৩ আসনে মাওলানা আবুল হাসেম, কুড়িগ্রাম-৪ আসনে অধ্যক্ষ মোজাম্মেল হক, গাইবান্ধা-১ আসনে মাওলানা আব্দুল জলিল, গাইবান্ধা-২ আসনে অধ্যাপক রফিকুল ইসলাম, গাইবান্ধা-৩ আসনে মাওলানা নুরুল হক, গাইবান্ধা-৪ আসনে অধ্যাপক মোস্তাফিজুর রহমান, গাইবান্ধা-৫ আসনে মাওলানা আব্দুর রহিম।: [12, 389, 239, 432]
article-paragraph: প্রধান উপদেষ্টা অধ্যাপক মুহাম্মদ ইউনূস ও বিএনপির ভারপ্রাপ্ত চেয়ারম্যান তারেক রহমানের বৈঠক নিয়ে রাজনীতিতে এক ধরনের অস্বস্তি তৈরি হয়েছে বলে মন্তব্য করেছেন একজন রাজনৈতিক নেতা।: [673, 613, 933, 630]
headline-jatike: জাতিকে একটি সুষ্ঠু, সুন্দর ও গ্রহণযোগ্য: [704, 220, 902, 236]
article-paragraph: দুদক সূত্র জানায়, অভিযোগ অনুসন্ধানে প্রয়োজনীয় নথিপত্র সংগ্রহ করা হয়েছে। সংশ্লিষ্ট সরকারি দপ্তর থেকেও তথ্য চাওয়া হয়েছে।: [362, 472, 540, 488]
article-paragraph: দুর্বল পাঁচটি ব্যাংক একীভূত করে একটি নতুন ব্যাংক গঠনের প্রক্রিয়া শুরু হয়েছে। কেন্দ্রীয় ব্যাংক বলছে, আমানতকারীদের স্বার্থ সুরক্ষিত রাখা হবে।: [552, 84, 661, 119]
article-paragraph: প্রশিক্ষণ কর্মসূচিতে বলা হয়, থানায় আসা মানুষ যেন হয়রানির শিকার না হন, সে বিষয়ে কঠোর নজরদারি থাকবে।: [673, 391, 933, 398]
article-paragraph: আলোচনায় অংশ নিয়ে বিভিন্ন সংগঠনের প্রতিনিধিরা নারীদের নিরাপদ রাজনৈতিক পরিবেশ নিশ্চিত করার ওপর জোর দেন।: [362, 674, 540, 690]
headline-jamaat: ত্রয়োদশ সংসদ নির্বাচনে জামায়াতের ২৯৬: [22, 55, 229, 91]
masthead: [12, 10, 933, 49]
article-paragraph: বিশ্লেষকরা বলছেন, একীভূতকরণ সফল করতে হলে সুশাসন নিশ্চিত করা জরুরি। পাশাপাশি দক্ষ ব্যবস্থাপনা দল গঠন করতে হবে।: [673, 105, 933, 121]
masthead-left: [12, 13, 308, 43]
article-paragraph: ঘোষিত প্রার্থী তালিকায় ঢাকা, চট্টগ্রাম, রাজশাহী, খুলনা, বরিশাল, সিলেট, রংপুর ও ময়মনসিংহ বিভাগের সব জেলার আসন অন্তর্ভুক্ত রয়েছে। প্রতিটি আসনে একজন করে প্রার্থীর নাম উল্লেখ করা হয়েছে।: [12, 201, 239, 226]
article-paragraph: সংশ্লিষ্ট ব্যাংকগুলোর কর্মীদের চাকরি নির্দিষ্ট সময় পর্যন্ত বহাল থাকবে বলে জানানো হয়েছে। পরবর্তীতে প্রয়োজন অনুযায়ী পুনর্বিন্যাস করা হবে।: [552, 237, 661, 272]
candidate-list: নীলফামারী-১ আসনে মাওলানা মাহবুবুর রহমান, নীলফামারী-২ আসনে মোবারক হোসাইন, নীলফামারী-৩ আসনে অধ্যাপক নজরুল ইসলাম, নীলফামারী-৪ আসনে মাওলানা আলী আকবর, লালমনিরহাট-১ আসনে মাওলানা আব্দুল কাদের, লালমনিরহাট-২ আসনে অধ্যক্ষ আবু সাঈদ, লালমনিরহাট-৩ আসনে মাওলানা ইয়াসিন আলী, রংপুর-১ আসনে অধ্যাপক গোলাম রব্বানী, রংপুর-২ আসনে মাওলানা আব্দুল করিম, রংপুর-৩ আসনে অধ্যাপক মাহবুবুর রহমান বেলাল, রংপুর-৪ আসনে অধ্যাপক আব্দুল গফুর, রংপুর-৫ আসনে মাওলানা শাহজাহান আলী, রংপুর-৬ আসনে অধ্যাপক নুরুল ইসলাম।: [12, 321, 239, 383]
article-paragraph: আমানতকারীদের উদ্দেশে বলা হয়েছে, তাদের অর্থ সম্পূর্ণ নিরাপদ রয়েছে এবং লেনদেন স্বাভাবিক থাকবে। আতঙ্কিত হয়ে টাকা তুলে নেওয়ার প্রয়োজন নেই।: [552, 165, 661, 200]
byline-women: প্রথম পৃষ্ঠার পর: [431, 568, 470, 576]
headline-teacher: ১৭তম শিক্ষক নিবন্ধনে উত্তীর্ণদের: [368, 909, 534, 925]
masthead-right: [821, 10, 933, 43]
article-paragraph: প্রতি ইউনিট বিদ্যুতের দাম ধরা হয়েছে নির্ধারিত হারে, যা দেশের গড় উৎপাদন ব্যয়ের চেয়ে কম বলে জানিয়েছেন সংশ্লিষ্টরা। এতে জ্বালানি খাতে ব্যয় কিছুটা সাশ্রয় হবে।: [673, 148, 933, 164]
article-paragraph: কর্মকর্তারা জানান, একীভূতকরণের পর নতুন প্রতিষ্ঠানের শেয়ার মালিকানা নির্ধারণে নিরীক্ষা প্রতিবেদন বিবেচনায় নেওয়া হবে। সম্পদ ও দায় মূল্যায়নের কাজ চলছে।: [552, 125, 661, 160]
article-paragraph: বক্তারা বলেন, পেশাদারত্ব ও জবাবদিহি নিশ্চিত করা গেলে বাহিনীর ভাবমূর্তি আরও উজ্জ্বল হবে।: [673, 425, 900, 432]
byline-tulip: প্রথম পৃষ্ঠার পর: [431, 397, 470, 405]
candidate-list: ঢাকা-৬ আসনে মাওলানা আব্দুস সাত্তার, ঢাকা-৭ আসনে অধ্যক্ষ কামাল হোসেন, ঢাকা-৮ আসনে মাওলানা রফিকুল ইসলাম খান, ঢাকা-৯ আসনে অধ্যাপক নুরুল হক, ঢাকা-১০ আসনে মাওলানা শফিকুল ইসলাম মাসুদ, ঢাকা-১১ আসনে অধ্যক্ষ আব্দুল জব্বার, ঢাকা-১২ আসনে মাওলানা আব্দুল আজিজ, ঢাকা-১৩ আসনে অধ্যাপক মোবারক হোসেন, ঢাকা-১৪ আসনে মাওলানা হামিদুর রহমান আজাদ, ঢাকা-১৫ আসনে অধ্যক্ষ সেলিম উদ্দিন, ঢাকা-১৬ আসনে মাওলানা মুহাম্মদ সেলিম, ঢাকা-১৭ আসনে অধ্যাপক আব্দুল মজিদ।: [251, 793, 350, 920]
article-paragraph: গত কয়েক মাসে সূচক ওঠানামার মধ্যে লেনদেনও কমেছে। প্রাতিষ্ঠানিক বিনিয়োগকারীদের সক্রিয় অংশগ্রহণ বাড়ানোর পরামর্শ দিয়েছেন তারা।: [362, 850, 540, 866]
candidate-list: নরসিংদী-৪ আসনে অধ্যাপক রফিকুল ইসলাম, নরসিংদী-৫ আসনে মাওলানা সিরাজুল ইসলাম, নারায়ণগঞ্জ-১ আসনে অধ্যক্ষ মমিনুল ইসলাম, নারায়ণগঞ্জ-২ আসনে মাওলানা আব্দুল জব্বার, নারায়ণগঞ্জ-৩ আসনে অধ্যাপক মুহাম্মদ মুসা, নারায়ণগঞ্জ-৪ আসনে মাওলানা আব্দুল হাই, নারায়ণগঞ্জ-৫ আসনে অধ্যক্ষ মাঈনুদ্দিন আহমদ, রাজবাড়ী-১ আসনে মাওলানা নুরুল ইসলাম, রাজবাড়ী-২ আসনে অধ্যাপক আবুল হোসেন, ফরিদপুর-১ আসনে মাওলানা আব্দুত তাওয়াব, ফরিদপুর-২ আসনে অধ্যক্ষ আলী আশরাফ।: [251, 1058, 350, 1185]
section-divider: [552, 319, 661, 320]
section-divider: [362, 526, 539, 527]
article-paragraph: রাজনৈতিক মতপার্থক্য নিরসনে প্রত্যেক ক্ষেত্রেই সংলাপের মাধ্যমে সমাধান খোঁজার আহ্বান জানিয়েছেন রাজনীতিবিদরা। তারা বলেন, সংঘাত নয়, আলোচনাই গণতন্ত্রের পথ।: [673, 489, 933, 506]
column-3: [356, 54, 546, 1439]
candidate-list: নওগাঁ-১ আসনে অধ্যাপক আব্দুল হামিদ, নওগাঁ-২ আসনে মাওলানা শফিকুল ইসলাম, নওগাঁ-৩ আসনে অধ্যক্ষ আব্দুস সালাম, নওগাঁ-৪ আসনে মাওলানা আবু তাহের, নওগাঁ-৫ আসনে অধ্যাপক মোখলেসুর রহমান, নওগাঁ-৬ আসনে মাওলানা জসিম উদ্দিন, রাজশাহী-১ আসনে অধ্যাপক মুজিবুর রহমান, রাজশাহী-২ আসনে মাওলানা সিদ্দিকুর রহমান, রাজশাহী-৩ আসনে অধ্যক্ষ আব্দুল ওয়াহাব, রাজশাহী-৪ আসনে মাওলানা নাজমুল হক, রাজশাহী-৫ আসনে অধ্যাপক আবু সাঈদ, রাজশাহী-৬ আসনে মাওলানা মাহবুবুল আলম।: [12, 496, 239, 549]
article-paragraph: জামায়াতে ইসলামী আগামী ত্রয়োদশ জাতীয় সংসদ নির্বাচনে ২৯৬টি আসনে প্রার্থী ঘোষণা করেছে। দলটির কেন্দ্রীয় কার্যালয় থেকে পাঠানো এক সংবাদ বিজ্ঞপ্তিতে এ তথ্য জানানো হয়। ঘোষিত তালিকায় দলের কেন্দ্রীয় ও জেলা পর্যায়ের নেতারা স্থান পেয়েছেন।: [12, 107, 239, 133]
article-paragraph: হাট ইজারাদাররা জানিয়েছেন, নিরাপত্তা ব্যবস্থা জোরদার করা হয়েছে এবং জাল টাকা শনাক্তে বুথ বসানো হয়েছে।: [552, 746, 661, 772]
article-paragraph: প্রাণিসম্পদ বিভাগের কর্মকর্তারা হাটে ভেটেরিনারি মেডিকেল টিম রেখেছেন, যাতে অসুস্থ পশু চিহ্নিত করা যায়।: [552, 777, 661, 803]
article-paragraph: জাতিকে একটি সুষ্ঠু, সুন্দর ও গ্রহণযোগ্য নির্বাচন উপহার দেওয়ার প্রত্যয় ব্যক্ত করেছেন নির্বাচন কমিশনের কর্মকর্তারা। তারা বলেন, সব দলের অংশগ্রহণে উৎসবমুখর পরিবেশে ভোট আয়োজনই লক্ষ্য।: [673, 253, 933, 269]
article-paragraph: অনুসন্ধান দলের একজন কর্মকর্তা জানান, প্লট বরাদ্দ সংক্রান্ত অভিযোগের বিষয়ে তার বক্তব্য নেওয়া হবে। এর আগেও একাধিকবার নোটিশ পাঠানো হয়েছিল।: [362, 441, 540, 467]
candidate-list: মানিকগঞ্জ-১ আসনে অধ্যক্ষ আব্দুল মালেক, মানিকগঞ্জ-২ আসনে মাওলানা আব্দুল হামিদ, মানিকগঞ্জ-৩ আসনে অধ্যাপক নজরুল ইসলাম, মুন্সীগঞ্জ-১ আসনে মাওলানা আমিনুল ইসলাম, মুন্সীগঞ্জ-২ আসনে অধ্যক্ষ শফিকুর রহমান, মুন্সীগঞ্জ-৩ আসনে মাওলানা মুজিবুর রহমান, ঢাকা-১ আসনে অধ্যাপক আব্দুর রাজ্জাক, ঢাকা-২ আসনে মাওলানা আব্দুল হালিম, ঢাকা-৩ আসনে অধ্যক্ষ নুরুল ইসলাম, ঢাকা-৪ আসনে মাওলানা আব্দুল কাদের, ঢাকা-৫ আসনে অধ্যাপক মোস্তফা কামাল।: [251, 670, 350, 788]
candidate-list: নেত্রকোনা-১ আসনে মাওলানা আব্দুল্লাহ আল মামুন, নেত্রকোনা-২ আসনে অধ্যাপক নূরুল ইসলাম, নেত্রকোনা-৩ আসনে মাওলানা হাফিজুর রহমান, নেত্রকোনা-৪ আসনে অধ্যক্ষ আব্দুল হক, নেত্রকোনা-৫ আসনে মাওলানা শামসুল আলম, কিশোরগঞ্জ-১ আসনে অধ্যাপক মোস্তাফিজুর রহমান, কিশোরগঞ্জ-২ আসনে মাওলানা নুরুল হক, কিশোরগঞ্জ-৩ আসনে অধ্যক্ষ আব্দুর রহমান, কিশোরগঞ্জ-৪ আসনে মাওলানা ইকবাল হোসেন, কিশোরগঞ্জ-৫ আসনে অধ্যাপক সাইফুল ইসলাম, কিশোরগঞ্জ-৬ আসনে মাওলানা আব্দুল কাদের।: [251, 538, 350, 665]
headline-tulip: ফের টিউলিপকে দুদকে তলব: [379, 377, 523, 393]
article-paragraph: কর্মকর্তারা জানান, ভোটার তালিকা হালনাগাদের কাজ চলছে। নতুন ভোটার অন্তর্ভুক্তির পাশাপাশি মৃত ভোটারদের নাম বাদ দেওয়া হচ্ছে।: [673, 274, 933, 291]
byline-police: প্রথম পৃষ্ঠার পর: [784, 357, 823, 364]
headline-police: আমরা মানবিক পুলিশ চাচ্ছি, সবার সঙ্গে: [705, 337, 902, 353]
article-paragraph: সংশ্লিষ্টরা বলছেন, অন্তর্বর্তী সরকারের উচিত সব পক্ষকে সমান গুরুত্ব দেওয়া। এতে রাজনৈতিক স্থিতিশীলতা বজায় থাকবে।: [673, 679, 933, 695]
